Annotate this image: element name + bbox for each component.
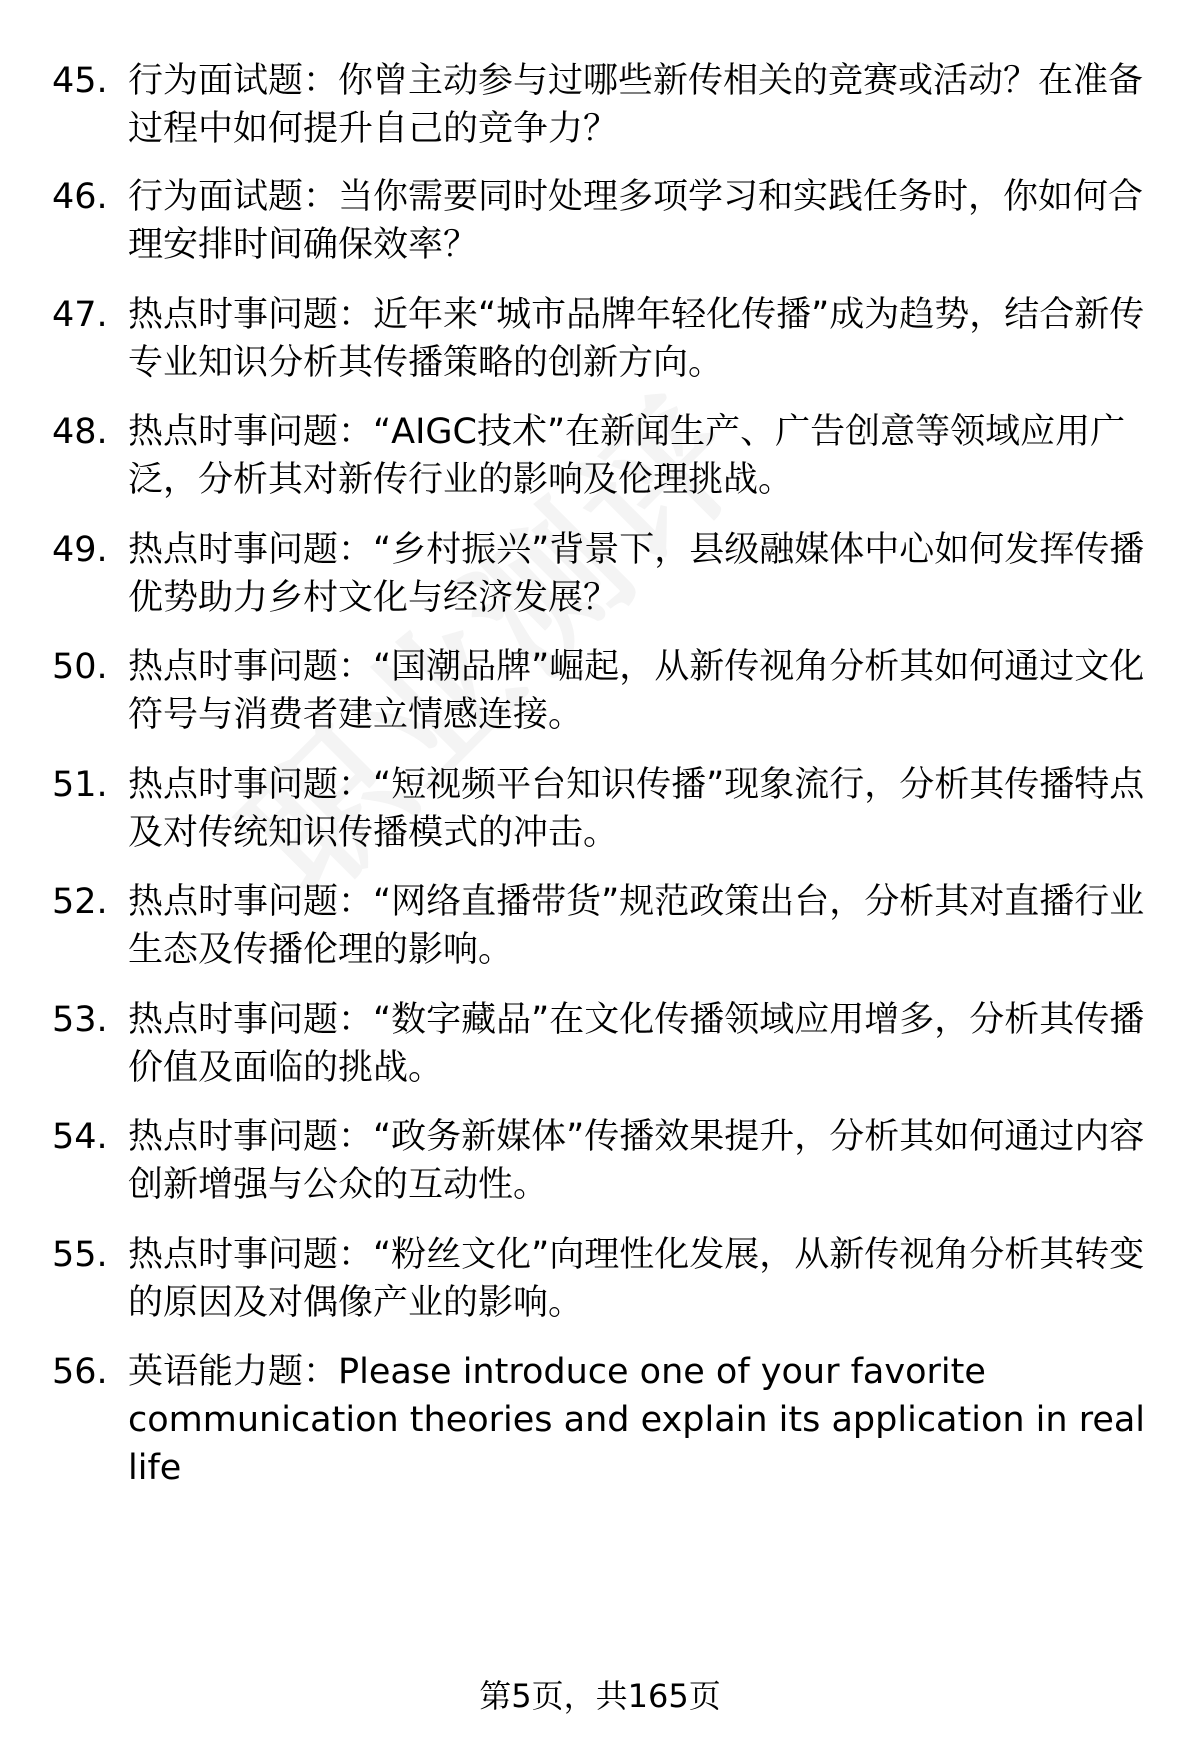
question-number: 50. <box>52 647 108 687</box>
question-text: 热点时事问题：“数字藏品”在文化传播领域应用增多，分析其传播价值及面临的挑战。 <box>128 1000 1145 1088</box>
question-text: 热点时事问题：“乡村振兴”背景下，县级融媒体中心如何发挥传播优势助力乡村文化与经济发展？ <box>128 530 1145 618</box>
question-text: 英语能力题：Please introduce one of your favorite communication theories and explain its application in real life <box>128 1352 1146 1488</box>
question-text: 热点时事问题：“政务新媒体”传播效果提升，分析其如何通过内容创新增强与公众的互动性。 <box>128 1117 1145 1205</box>
question-text: 行为面试题：你曾主动参与过哪些新传相关的竞赛或活动？在准备过程中如何提升自己的竞争力？ <box>128 61 1144 149</box>
question-text: 热点时事问题：“AIGC技术”在新闻生产、广告创意等领域应用广泛，分析其对新传行业的影响及伦理挑战。 <box>128 412 1126 500</box>
question-number: 53. <box>52 1000 108 1040</box>
question-number: 48. <box>52 412 108 452</box>
question-text: 热点时事问题：近年来“城市品牌年轻化传播”成为趋势，结合新传专业知识分析其传播策略的创新方向。 <box>128 295 1145 383</box>
question-text: 行为面试题：当你需要同时处理多项学习和实践任务时，你如何合理安排时间确保效率？ <box>128 177 1144 265</box>
question-number: 45. <box>52 61 108 101</box>
question-number: 47. <box>52 295 108 335</box>
question-number: 55. <box>52 1235 108 1275</box>
question-text: 热点时事问题：“短视频平台知识传播”现象流行，分析其传播特点及对传统知识传播模式的冲击。 <box>128 765 1145 853</box>
question-text: 热点时事问题：“粉丝文化”向理性化发展，从新传视角分析其转变的原因及对偶像产业的影响。 <box>128 1235 1145 1323</box>
page-footer: 第5页，共165页 <box>479 1677 721 1715</box>
question-number: 52. <box>52 882 108 922</box>
question-number: 54. <box>52 1117 108 1157</box>
question-number: 49. <box>52 530 108 570</box>
question-number: 56. <box>52 1352 108 1392</box>
question-text: 热点时事问题：“国潮品牌”崛起，从新传视角分析其如何通过文化符号与消费者建立情感连接。 <box>128 647 1145 735</box>
question-number: 51. <box>52 765 108 805</box>
question-number: 46. <box>52 177 108 217</box>
question-text: 热点时事问题：“网络直播带货”规范政策出台，分析其对直播行业生态及传播伦理的影响。 <box>128 882 1145 970</box>
